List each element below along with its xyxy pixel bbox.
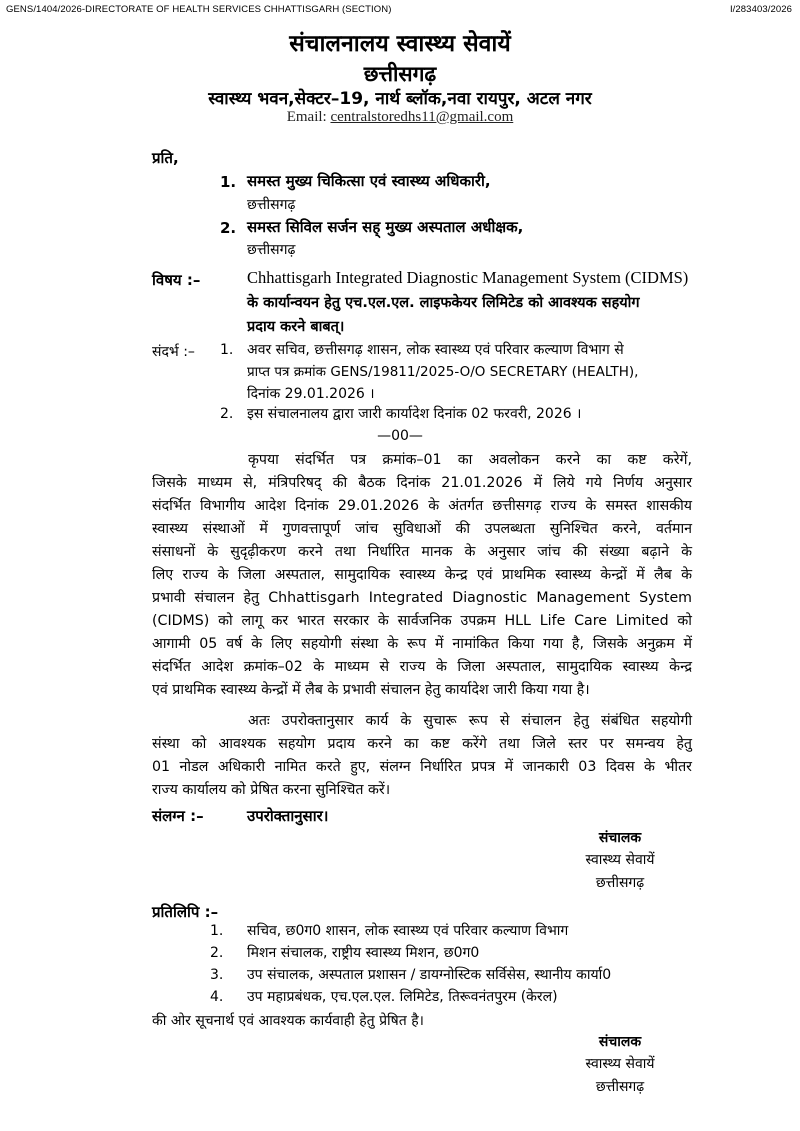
separator: —00— — [377, 428, 423, 444]
reference-1-number: 1. — [220, 342, 234, 358]
office-address: स्वास्थ्य भवन,सेक्टर–19, नार्थ ब्लॉक,नवा रायपुर, अटल नगर — [208, 89, 592, 109]
signatory2-office: स्वास्थ्य सेवायें — [585, 1056, 655, 1072]
office-title: संचालनालय स्वास्थ्य सेवायें — [289, 31, 511, 57]
receipt-number: I/283403/2026 — [729, 4, 792, 15]
recipient-2-title: समस्त सिविल सर्जन सह् मुख्य अस्पताल अधीक्षक, — [247, 218, 524, 236]
recipient-2-place: छत्तीसगढ़ — [247, 242, 296, 258]
signatory-office: स्वास्थ्य सेवायें — [585, 852, 655, 868]
recipient-1-title: समस्त मुख्य चिकित्सा एवं स्वास्थ्य अधिकारी, — [247, 172, 491, 190]
reference-2-number: 2. — [220, 406, 234, 422]
copy-2-number: 2. — [210, 945, 224, 961]
reference-2-line-1: इस संचालनालय द्वारा जारी कार्यादेश दिनांक 02 फरवरी, 2026 । — [247, 406, 582, 422]
subject-line-3: प्रदाय करने बाबत्। — [247, 319, 345, 335]
para1-line-11: एवं प्राथमिक स्वास्थ्य केन्द्रों में लैब के प्रभावी संचालन हेतु कार्यादेश जारी किया गया है। — [152, 682, 590, 698]
para1-line-2: जिसके माध्यम से, मंत्रिपरिषद् की बैठक दिनांक 21.01.2026 में लिये गये निर्णय अनुसार — [152, 475, 692, 491]
signatory-designation: संचालक — [598, 830, 642, 846]
reference-1-line-2: प्राप्त पत्र क्रमांक GENS/19811/2025-O/O SECRETARY (HEALTH), — [247, 364, 639, 380]
copy-label: प्रतिलिपि :– — [152, 903, 219, 921]
reference-label: संदर्भ :– — [152, 344, 195, 360]
file-reference: GENS/1404/2026-DIRECTORATE OF HEALTH SERVICES CHHATTISGARH (SECTION) — [6, 4, 392, 15]
para1-line-10: संदर्भित आदेश क्रमांक–02 के माध्यम से राज्य के जिला अस्पताल, सामुदायिक स्वास्थ्य केन्द्र — [152, 659, 692, 675]
subject-line-1: Chhattisgarh Integrated Diagnostic Management System (CIDMS) — [247, 268, 689, 287]
para1-line-5: संसाधनों के सुदृढ़ीकरण करने तथा निर्धारित मानक के अनुसार जांच की संख्या बढ़ाने के — [152, 544, 692, 560]
para1-line-1: कृपया संदर्भित पत्र क्रमांक–01 का अवलोकन करने का कष्ट करेगें, — [248, 452, 692, 468]
copy-3-text: उप संचालक, अस्पताल प्रशासन / डायग्नोस्टिक सर्विसेस, स्थानीय कार्या0 — [247, 967, 612, 983]
para2-line-3: 01 नोडल अधिकारी नामित करते हुए, संलग्न निर्धारित प्रपत्र में जानकारी 03 दिवस के भीतर — [152, 759, 692, 775]
signatory2-designation: संचालक — [598, 1034, 642, 1050]
para2-line-1: अतः उपरोक्तानुसार कार्य के सुचारू रूप से संचालन हेतु संबंधित सहयोगी — [248, 713, 692, 729]
para2-line-4: राज्य कार्यालय को प्रेषित करना सुनिश्चित करें। — [152, 782, 391, 798]
signatory2-state: छत्तीसगढ़ — [595, 1079, 645, 1095]
copy-3-number: 3. — [210, 967, 224, 983]
enclosure-text: उपरोक्तानुसार। — [247, 807, 329, 825]
subject-label: विषय :– — [152, 271, 201, 289]
para1-line-9: आगामी 05 वर्ष के लिए सहयोगी संस्था के रूप में नामांकित किया गया है, जिसके अनुक्रम में — [152, 636, 692, 652]
enclosure-label: संलग्न :– — [152, 807, 204, 825]
copy-1-text: सचिव, छ0ग0 शासन, लोक स्वास्थ्य एवं परिवार कल्याण विभाग — [247, 923, 569, 939]
reference-1-line-1: अवर सचिव, छत्तीसगढ़ शासन, लोक स्वास्थ्य एवं परिवार कल्याण विभाग से — [247, 342, 624, 358]
para1-line-8: (CIDMS) को लागू कर भारत सरकार के सार्वजनिक उपक्रम HLL Life Care Limited को — [152, 613, 692, 629]
email-line — [0, 109, 800, 126]
para1-line-6: लिए राज्य के जिला अस्पताल, सामुदायिक स्वास्थ्य केन्द्र एवं प्राथमिक स्वास्थ्य केन्द्रों में लैब के — [152, 567, 692, 583]
email-link[interactable]: centralstoredhs11@gmail.com — [330, 109, 514, 125]
copy-4-number: 4. — [210, 989, 224, 1005]
reference-1-line-3: दिनांक 29.01.2026 । — [247, 386, 375, 402]
recipient-1-number: 1. — [220, 173, 237, 191]
to-label: प्रति, — [152, 149, 179, 167]
subject-line-2: के कार्यान्वयन हेतु एच.एल.एल. लाइफकेयर लिमिटेड को आवश्यक सहयोग — [247, 295, 640, 311]
signatory-state: छत्तीसगढ़ — [595, 875, 645, 891]
copy-1-number: 1. — [210, 923, 224, 939]
para2-line-2: संस्था को आवश्यक सहयोग प्रदाय करने का कष्ट करेंगे तथा जिले स्तर पर समन्वय हेतु — [152, 736, 692, 752]
para1-line-3: संदर्भित विभागीय आदेश दिनांक 29.01.2026 के अंतर्गत छत्तीसगढ़ राज्य के समस्त शासकीय — [152, 498, 692, 514]
copy-closing: की ओर सूचनार्थ एवं आवश्यक कार्यवाही हेतु प्रेषित है। — [152, 1013, 424, 1029]
email-label: Email: — [286, 109, 327, 125]
recipient-1-place: छत्तीसगढ़ — [247, 197, 296, 213]
recipient-2-number: 2. — [220, 219, 237, 237]
copy-2-text: मिशन संचालक, राष्ट्रीय स्वास्थ्य मिशन, छ0ग0 — [247, 945, 480, 961]
para1-line-4: स्वास्थ्य संस्थाओं में गुणवत्तापूर्ण जांच सुविधाओं की उपलब्धता सुनिश्चित करने, वर्तमान — [152, 521, 692, 537]
copy-4-text: उप महाप्रबंधक, एच.एल.एल. लिमिटेड, तिरूवनंतपुरम (केरल) — [247, 989, 558, 1005]
para1-line-7: प्रभावी संचालन हेतु Chhattisgarh Integrated Diagnostic Management System — [152, 590, 692, 606]
state-name: छत्तीसगढ़ — [363, 62, 437, 86]
